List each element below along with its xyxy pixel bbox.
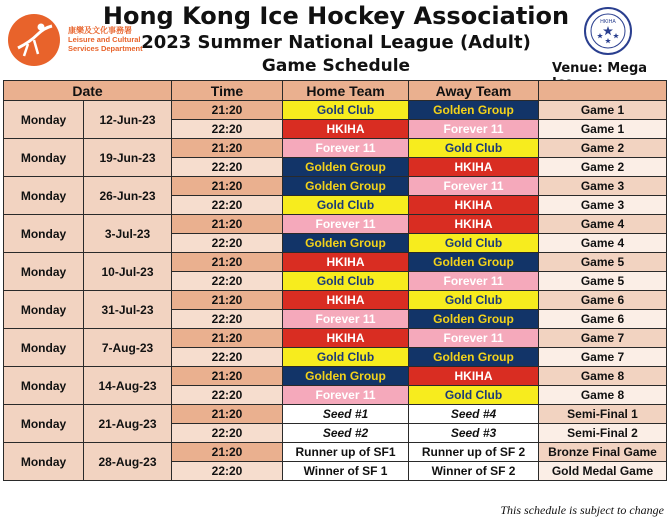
lcsd-name-zh: 康樂及文化事務署: [68, 26, 132, 35]
cell-game: Game 4: [539, 215, 667, 234]
cell-home-team: Winner of SF 1: [283, 462, 409, 481]
cell-day: Monday: [4, 101, 84, 139]
cell-away-team: Seed #3: [409, 424, 539, 443]
page-header: [0, 0, 672, 80]
cell-home-team: HKIHA: [283, 120, 409, 139]
table-row: [4, 253, 667, 272]
cell-home-team: Golden Group: [283, 367, 409, 386]
cell-game: Game 4: [539, 234, 667, 253]
cell-date: 3-Jul-23: [84, 215, 172, 253]
cell-time: 21:20: [172, 139, 283, 158]
cell-away-team: Forever 11: [409, 272, 539, 291]
cell-game: Game 3: [539, 177, 667, 196]
column-header-time: Time: [172, 81, 283, 101]
cell-game: Game 6: [539, 291, 667, 310]
cell-day: Monday: [4, 291, 84, 329]
cell-date: 31-Jul-23: [84, 291, 172, 329]
cell-game: Game 5: [539, 272, 667, 291]
cell-game: Semi-Final 1: [539, 405, 667, 424]
cell-home-team: Gold Club: [283, 196, 409, 215]
hkiha-badge-text: HKIHA: [600, 19, 616, 25]
table-row: [4, 443, 667, 462]
cell-time: 21:20: [172, 329, 283, 348]
cell-game: Bronze Final Game: [539, 443, 667, 462]
cell-day: Monday: [4, 367, 84, 405]
cell-time: 21:20: [172, 177, 283, 196]
table-row: [4, 329, 667, 348]
page-title: Hong Kong Ice Hockey Association: [102, 2, 570, 30]
schedule-body: [4, 101, 667, 481]
cell-game: Game 6: [539, 310, 667, 329]
cell-game: Game 7: [539, 348, 667, 367]
cell-time: 21:20: [172, 101, 283, 120]
cell-time: 22:20: [172, 424, 283, 443]
table-row: [4, 101, 667, 120]
footer-note: This schedule is subject to change: [500, 503, 664, 517]
cell-date: 28-Aug-23: [84, 443, 172, 481]
column-header-game: [539, 81, 667, 101]
cell-day: Monday: [4, 177, 84, 215]
table-row: [4, 367, 667, 386]
cell-date: 14-Aug-23: [84, 367, 172, 405]
column-header-home-team: Home Team: [283, 81, 409, 101]
cell-day: Monday: [4, 139, 84, 177]
cell-time: 21:20: [172, 215, 283, 234]
cell-time: 21:20: [172, 367, 283, 386]
cell-home-team: Golden Group: [283, 234, 409, 253]
cell-away-team: Forever 11: [409, 329, 539, 348]
cell-time: 21:20: [172, 443, 283, 462]
cell-away-team: Winner of SF 2: [409, 462, 539, 481]
cell-away-team: Forever 11: [409, 177, 539, 196]
cell-away-team: Gold Club: [409, 139, 539, 158]
cell-away-team: Golden Group: [409, 310, 539, 329]
cell-home-team: Forever 11: [283, 386, 409, 405]
cell-time: 22:20: [172, 158, 283, 177]
cell-away-team: Seed #4: [409, 405, 539, 424]
cell-away-team: Runner up of SF 2: [409, 443, 539, 462]
cell-time: 22:20: [172, 120, 283, 139]
cell-home-team: Gold Club: [283, 272, 409, 291]
cell-day: Monday: [4, 253, 84, 291]
page-subtitle: 2023 Summer National League (Adult): [141, 32, 531, 53]
table-row: [4, 291, 667, 310]
cell-away-team: Golden Group: [409, 253, 539, 272]
cell-day: Monday: [4, 405, 84, 443]
cell-day: Monday: [4, 443, 84, 481]
schedule-title: Game Schedule: [261, 56, 411, 76]
cell-game: Game 7: [539, 329, 667, 348]
cell-game: Game 5: [539, 253, 667, 272]
cell-away-team: HKIHA: [409, 158, 539, 177]
cell-time: 22:20: [172, 196, 283, 215]
cell-game: Game 1: [539, 120, 667, 139]
cell-home-team: Golden Group: [283, 158, 409, 177]
cell-game: Game 2: [539, 158, 667, 177]
cell-home-team: Seed #1: [283, 405, 409, 424]
cell-date: 12-Jun-23: [84, 101, 172, 139]
cell-away-team: Gold Club: [409, 291, 539, 310]
cell-time: 21:20: [172, 291, 283, 310]
cell-time: 22:20: [172, 462, 283, 481]
cell-away-team: Gold Club: [409, 234, 539, 253]
column-header-date: Date: [4, 81, 172, 101]
cell-home-team: Seed #2: [283, 424, 409, 443]
venue-label: Venue: Mega: [552, 61, 648, 76]
cell-time: 22:20: [172, 272, 283, 291]
cell-date: 10-Jul-23: [84, 253, 172, 291]
cell-away-team: Forever 11: [409, 120, 539, 139]
cell-home-team: Forever 11: [283, 215, 409, 234]
cell-game: Game 8: [539, 367, 667, 386]
cell-away-team: HKIHA: [409, 196, 539, 215]
cell-time: 22:20: [172, 386, 283, 405]
cell-game: Game 1: [539, 101, 667, 120]
cell-game: Game 8: [539, 386, 667, 405]
cell-time: 22:20: [172, 234, 283, 253]
cell-away-team: HKIHA: [409, 215, 539, 234]
cell-home-team: Runner up of SF1: [283, 443, 409, 462]
cell-away-team: Gold Club: [409, 386, 539, 405]
cell-time: 21:20: [172, 253, 283, 272]
cell-day: Monday: [4, 215, 84, 253]
cell-home-team: Gold Club: [283, 348, 409, 367]
cell-home-team: Golden Group: [283, 177, 409, 196]
cell-date: 21-Aug-23: [84, 405, 172, 443]
cell-time: 21:20: [172, 405, 283, 424]
lcsd-name-en-1: Leisure and Cultural: [68, 35, 141, 44]
cell-home-team: HKIHA: [283, 291, 409, 310]
cell-game: Game 3: [539, 196, 667, 215]
hkiha-logo-icon: [578, 6, 638, 56]
column-header-away-team: Away Team: [409, 81, 539, 101]
cell-time: 22:20: [172, 348, 283, 367]
schedule-table: [3, 80, 667, 481]
table-row: [4, 215, 667, 234]
cell-time: 22:20: [172, 310, 283, 329]
table-row: [4, 177, 667, 196]
table-row: [4, 139, 667, 158]
cell-home-team: HKIHA: [283, 253, 409, 272]
cell-game: Gold Medal Game: [539, 462, 667, 481]
cell-home-team: HKIHA: [283, 329, 409, 348]
cell-home-team: Forever 11: [283, 310, 409, 329]
lcsd-name-en-2: Services Department: [68, 44, 143, 53]
cell-date: 26-Jun-23: [84, 177, 172, 215]
cell-game: Game 2: [539, 139, 667, 158]
cell-away-team: Golden Group: [409, 101, 539, 120]
cell-day: Monday: [4, 329, 84, 367]
cell-home-team: Forever 11: [283, 139, 409, 158]
cell-home-team: Gold Club: [283, 101, 409, 120]
table-row: [4, 405, 667, 424]
cell-date: 19-Jun-23: [84, 139, 172, 177]
cell-game: Semi-Final 2: [539, 424, 667, 443]
cell-away-team: Golden Group: [409, 348, 539, 367]
cell-away-team: HKIHA: [409, 367, 539, 386]
table-header-row: [4, 81, 667, 101]
cell-date: 7-Aug-23: [84, 329, 172, 367]
